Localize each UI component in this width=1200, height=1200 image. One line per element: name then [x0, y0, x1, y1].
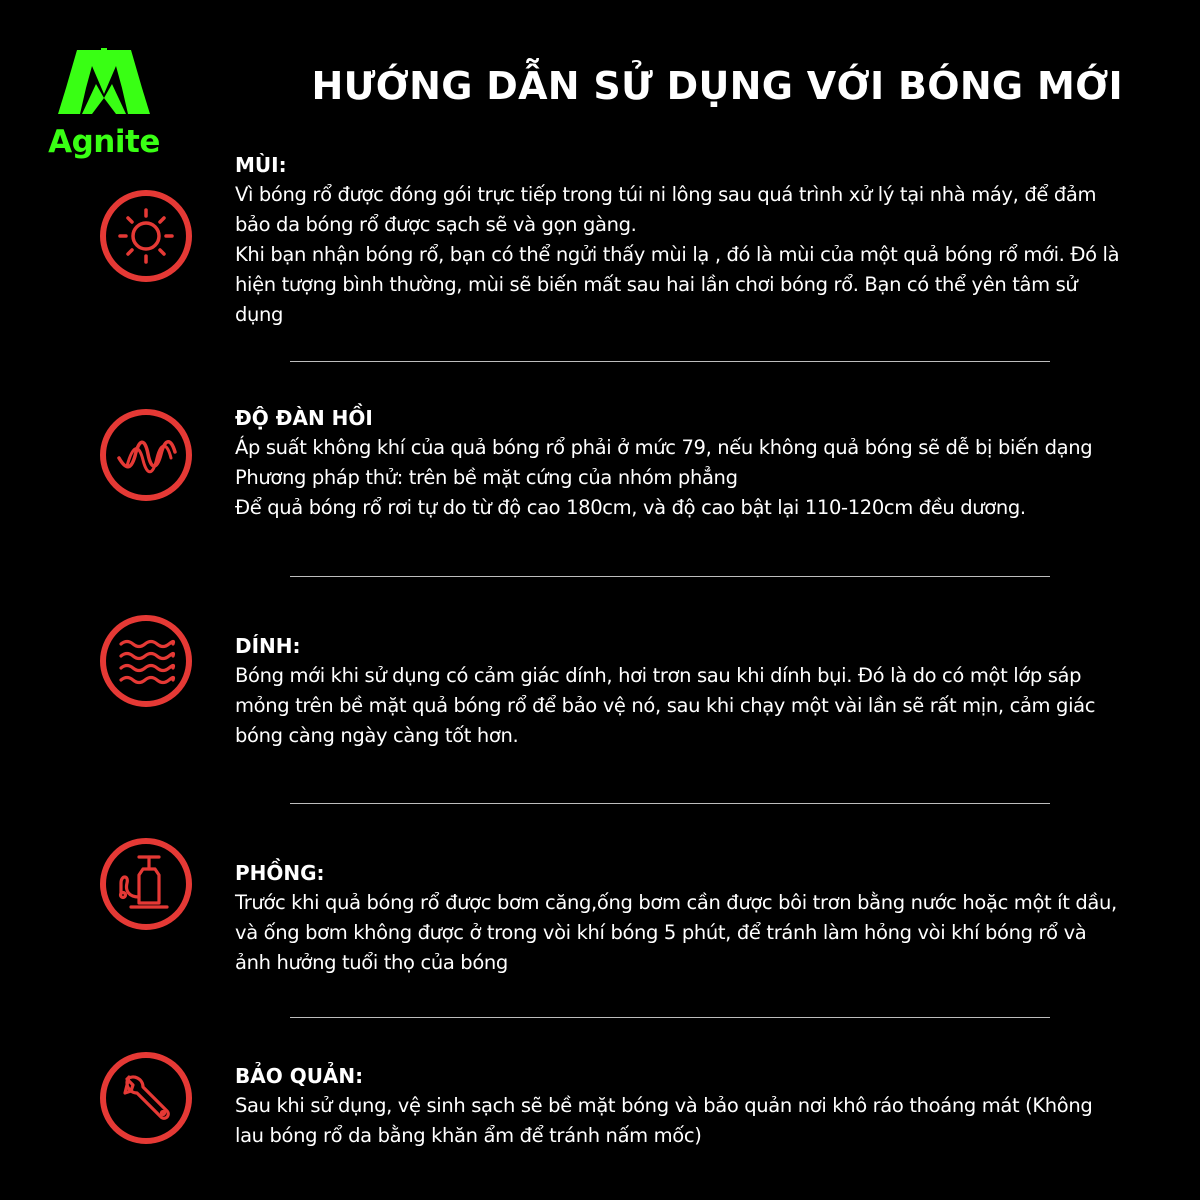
section-paragraph: Sau khi sử dụng, vệ sinh sạch sẽ bề mặt bóng và bảo quản nơi khô ráo thoáng mát (Không lau bóng rổ da bằng khăn ẩm để tránh nấm mốc) [235, 1094, 1093, 1147]
section-inflation-text [235, 858, 1123, 978]
divider [290, 576, 1050, 577]
wave-elasticity-icon [99, 408, 193, 502]
brand-name: Agnite [48, 124, 160, 160]
sticky-waves-icon [99, 614, 193, 708]
pump-icon [99, 837, 193, 931]
section-elasticity-text [235, 403, 1123, 523]
section-paragraph: Khi bạn nhận bóng rổ, bạn có thể ngửi thấy mùi lạ , đó là mùi của một quả bóng rổ mới. Đó là hiện tượng bình thường, mùi sẽ biến mất sau hai lần chơi bóng rổ. Bạn có thể yên tâm sử dụng [235, 243, 1120, 326]
section-paragraph: Trước khi quả bóng rổ được bơm căng,ống bơm cần được bôi trơn bằng nước hoặc một ít dầu, và ống bơm không được ở trong vòi khí bóng 5 phút, để tránh làm hỏng vòi khí bóng rổ và ảnh hưởng tuổi thọ của bóng [235, 891, 1117, 974]
section-heading: ĐỘ ĐÀN HỒI [235, 406, 373, 430]
section-storage-text [235, 1061, 1123, 1151]
section-paragraph: Bóng mới khi sử dụng có cảm giác dính, hơi trơn sau khi dính bụi. Đó là do có một lớp sáp mỏng trên bề mặt quả bóng rổ để bảo vệ nó, sau khi chạy một vài lần sẽ rất mịn, cảm giác bóng càng ngày càng tốt hơn. [235, 664, 1096, 747]
agnite-logo-mark-icon [44, 48, 164, 128]
wrench-icon [99, 1051, 193, 1145]
section-paragraph: Áp suất không khí của quả bóng rổ phải ở mức 79, nếu không quả bóng sẽ dễ bị biến dạng Phương pháp thử: trên bề mặt cứng của nhóm phẳng [235, 436, 1093, 489]
section-smell-text [235, 150, 1123, 330]
divider [290, 361, 1050, 362]
section-heading: DÍNH: [235, 634, 301, 658]
page-title: HƯỚNG DẪN SỬ DỤNG VỚI BÓNG MỚI [311, 64, 1123, 108]
section-heading: PHỒNG: [235, 861, 325, 885]
divider [290, 803, 1050, 804]
section-paragraph: Vì bóng rổ được đóng gói trực tiếp trong túi ni lông sau quá trình xử lý tại nhà máy, để đảm bảo da bóng rổ được sạch sẽ và gọn gàng. [235, 183, 1097, 236]
brand-logo [44, 48, 164, 168]
sun-icon [99, 189, 193, 283]
section-paragraph: Để quả bóng rổ rơi tự do từ độ cao 180cm, và độ cao bật lại 110-120cm đều dương. [235, 496, 1026, 519]
section-heading: MÙI: [235, 153, 287, 177]
section-heading: BẢO QUẢN: [235, 1064, 364, 1088]
section-sticky-text [235, 631, 1123, 751]
divider [290, 1017, 1050, 1018]
